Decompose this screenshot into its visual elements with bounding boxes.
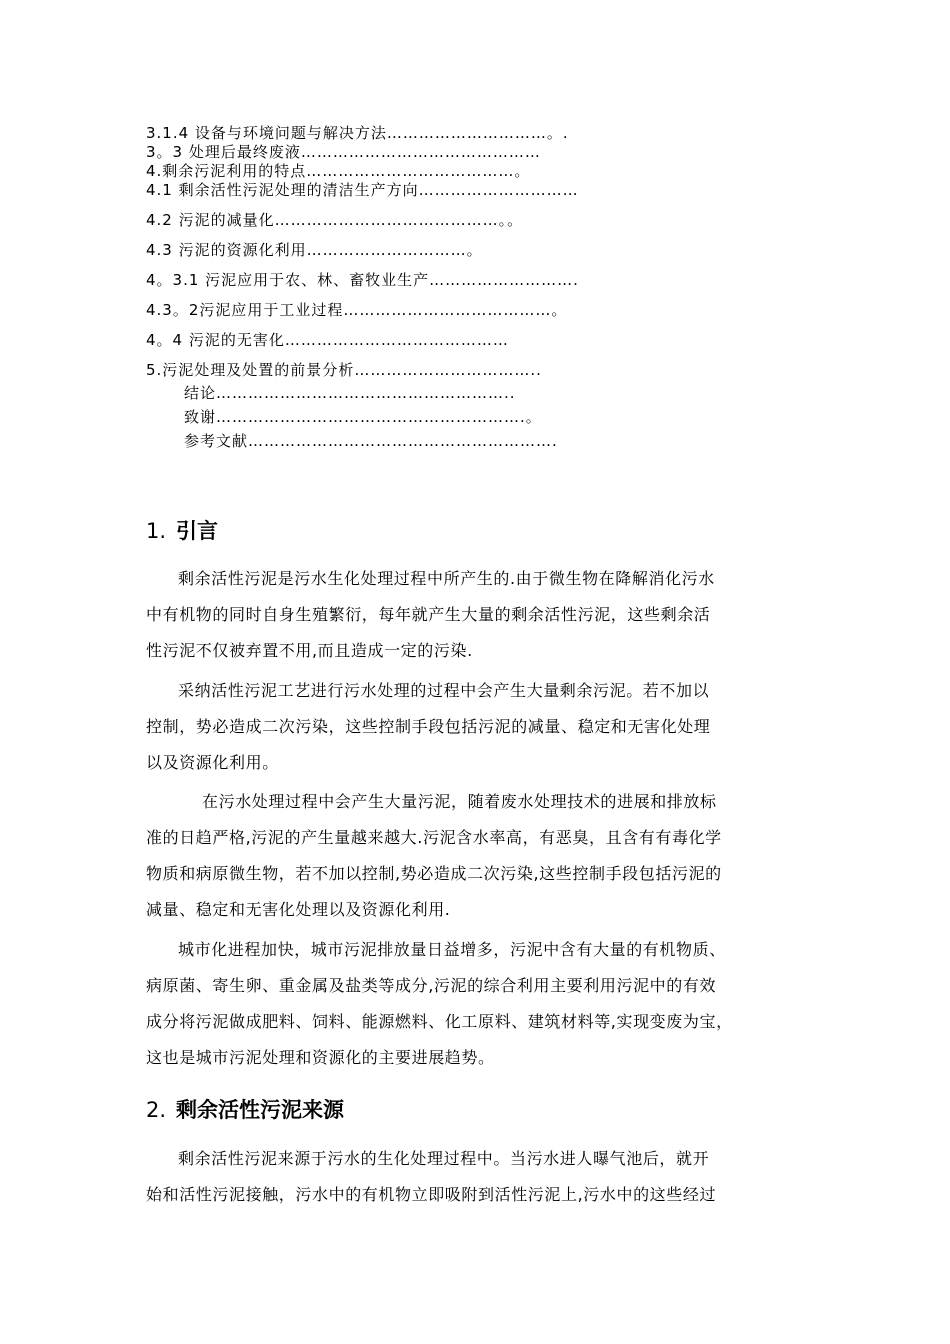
toc-entry[interactable]: 4.剩余污泥利用的特点…………………………………。 xyxy=(146,162,531,180)
paragraph-line: 在污水处理过程中会产生大量污泥，随着废水处理技术的进展和排放标 xyxy=(202,792,717,811)
paragraph-line: 准的日趋严格,污泥的产生量越来越大.污泥含水率高，有恶臭，且含有有毒化学 xyxy=(146,828,722,847)
section-heading xyxy=(146,518,218,544)
paragraph xyxy=(146,673,806,781)
paragraph-line: 物质和病原微生物，若不加以控制,势必造成二次污染,这些控制手段包括污泥的 xyxy=(146,864,722,883)
paragraph-line: 剩余活性污泥是污水生化处理过程中所产生的.由于微生物在降解消化污水 xyxy=(178,569,715,588)
paragraph-line: 减量、稳定和无害化处理以及资源化利用. xyxy=(146,900,451,919)
paragraph xyxy=(146,784,806,928)
toc-entry[interactable]: 结论……………………………………………….. xyxy=(184,384,516,402)
paragraph xyxy=(146,561,806,669)
paragraph-line: 性污泥不仅被弃置不用,而且造成一定的污染. xyxy=(146,641,473,660)
toc-entry[interactable]: 4.1 剩余活性污泥处理的清洁生产方向………………………… xyxy=(146,181,579,199)
section-title: 剩余活性污泥来源 xyxy=(176,1098,345,1122)
table-of-contents xyxy=(146,124,756,451)
toc-entry[interactable]: 4.3。2污泥应用于工业过程…………………………………。 xyxy=(146,301,568,319)
paragraph-line: 始和活性污泥接触，污水中的有机物立即吸附到活性污泥上,污水中的这些经过 xyxy=(146,1185,717,1204)
paragraph-line: 这也是城市污泥处理和资源化的主要进展趋势。 xyxy=(146,1048,495,1067)
toc-entry[interactable]: 5.污泥处理及处置的前景分析…………………………….. xyxy=(146,361,542,379)
paragraph-line: 病原菌、寄生卵、重金属及盐类等成分,污泥的综合利用主要利用污泥中的有效 xyxy=(146,976,717,995)
paragraph-line: 控制，势必造成二次污染，这些控制手段包括污泥的减量、稳定和无害化处理 xyxy=(146,717,711,736)
paragraph-line: 成分将污泥做成肥料、饲料、能源燃料、化工原料、建筑材料等,实现变废为宝， xyxy=(146,1012,733,1031)
section-number: 1. xyxy=(146,519,167,543)
toc-entry[interactable]: 4。4 污泥的无害化…………………………………… xyxy=(146,331,509,349)
section-title: 引言 xyxy=(176,519,219,543)
section-heading xyxy=(146,1097,344,1123)
toc-entry[interactable]: 3.1.4 设备与环境问题与解决方法…………………………。. xyxy=(146,124,569,142)
paragraph-line: 剩余活性污泥来源于污水的生化处理过程中。当污水进人曝气池后，就开 xyxy=(178,1149,710,1168)
toc-entry[interactable]: 4.2 污泥的减量化……………………………………。。 xyxy=(146,211,524,229)
toc-entry[interactable]: 参考文献…………………………………………………. xyxy=(184,432,558,450)
toc-entry[interactable]: 4.3 污泥的资源化利用…………………………。 xyxy=(146,241,483,259)
paragraph xyxy=(146,1141,806,1213)
toc-entry[interactable]: 4。3.1 污泥应用于农、林、畜牧业生产………………………. xyxy=(146,271,579,289)
toc-entry[interactable]: 致谢………………………………………………….。 xyxy=(184,408,542,426)
paragraph-line: 中有机物的同时自身生殖繁衍，每年就产生大量的剩余活性污泥，这些剩余活 xyxy=(146,605,711,624)
paragraph-line: 采纳活性污泥工艺进行污水处理的过程中会产生大量剩余污泥。若不加以 xyxy=(178,681,710,700)
section-number: 2. xyxy=(146,1098,167,1122)
paragraph xyxy=(146,932,806,1076)
paragraph-line: 以及资源化利用。 xyxy=(146,753,279,772)
toc-entry[interactable]: 3。3 处理后最终废液……………………………………… xyxy=(146,143,541,161)
paragraph-line: 城市化进程加快，城市污泥排放量日益增多，污泥中含有大量的有机物质、 xyxy=(178,940,726,959)
